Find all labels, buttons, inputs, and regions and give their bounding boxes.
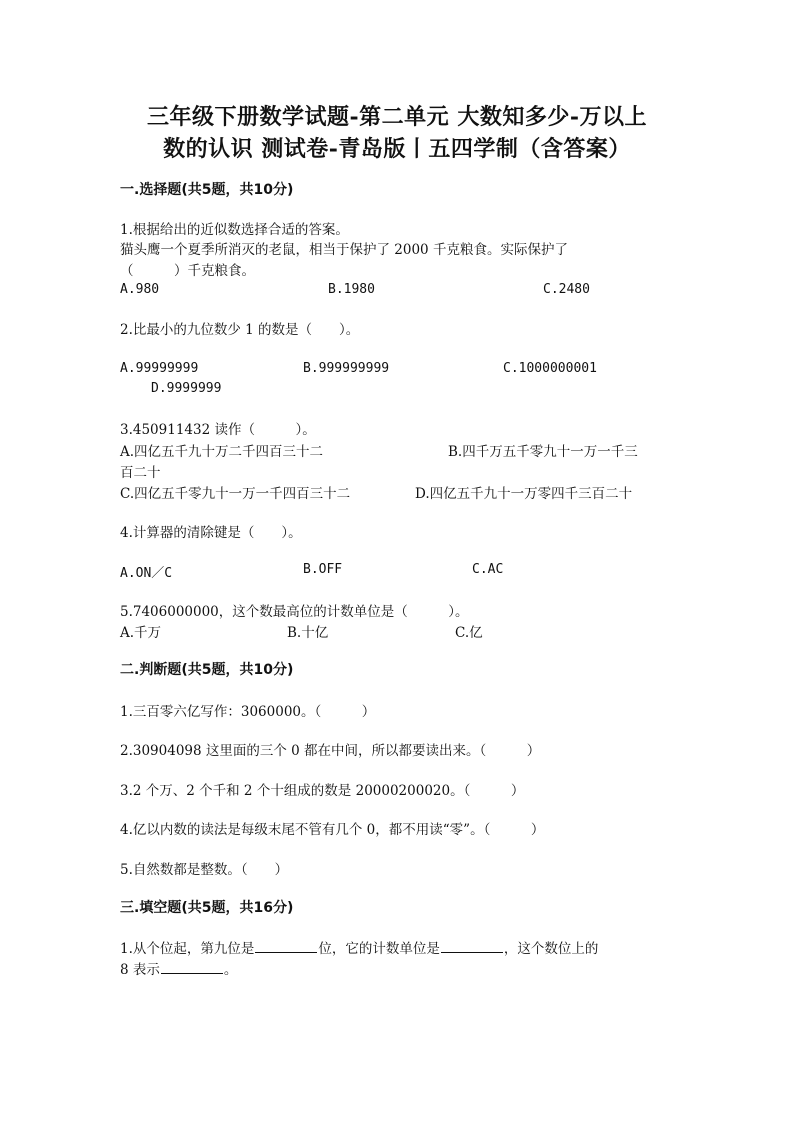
q3-option-c[interactable]: C.四亿五千零九十一万一千四百三十二	[120, 486, 351, 502]
judge-item-3: 3.2 个万、2 个千和 2 个十组成的数是 20000200020。（ ）	[120, 783, 525, 799]
q1-option-a[interactable]: A.980	[120, 282, 160, 297]
q4-stem: 4.计算器的清除键是（ ）。	[120, 525, 302, 541]
q1-option-b[interactable]: B.1980	[328, 282, 375, 297]
fill-blank-2[interactable]	[441, 938, 503, 953]
page-title-line2: 数的认识 测试卷-青岛版丨五四学制（含答案）	[163, 136, 631, 162]
fill-blank-1[interactable]	[255, 938, 317, 953]
q2-option-a[interactable]: A.99999999	[120, 361, 199, 376]
q5-option-a[interactable]: A.千万	[120, 625, 162, 641]
page-title-line1: 三年级下册数学试题-第二单元 大数知多少-万以上	[147, 104, 647, 130]
q2-option-b[interactable]: B.999999999	[303, 361, 390, 376]
q3-option-b[interactable]: B.四千万五千零九十一万一千三	[448, 444, 638, 460]
q3-option-a[interactable]: A.四亿五千九十万二千四百三十二	[120, 444, 324, 460]
judge-item-1: 1.三百零六亿写作：3060000。（ ）	[120, 704, 376, 720]
judge-item-2: 2.30904098 这里面的三个 0 都在中间，所以都要读出来。（ ）	[120, 743, 541, 759]
q1-line2: 猫头鹰一个夏季所消灭的老鼠，相当于保护了 2000 千克粮食。实际保护了	[120, 242, 568, 258]
q4-option-a[interactable]: A.ON／C	[120, 566, 173, 581]
q2-option-c[interactable]: C.1000000001	[503, 361, 597, 376]
fill-q1-text-1: 1.从个位起，第九位是	[120, 941, 255, 957]
fill-q1-text-4: 8 表示	[120, 962, 160, 978]
fill-blank-3[interactable]	[161, 959, 223, 974]
fill-q1-text-5: 。	[223, 962, 238, 978]
q2-stem: 2.比最小的九位数少 1 的数是（ ）。	[120, 322, 360, 338]
fill-q1-text-2: 位，它的计数单位是	[318, 941, 440, 957]
judge-item-4: 4.亿以内数的读法是每级末尾不管有几个 0，都不用读“零”。（ ）	[120, 822, 545, 838]
q4-option-b[interactable]: B.OFF	[303, 562, 343, 577]
q5-stem: 5.7406000000，这个数最高位的计数单位是（ ）。	[120, 604, 469, 620]
fill-q1-line2	[120, 958, 237, 978]
q2-option-d[interactable]: D.9999999	[151, 381, 222, 396]
q1-stem: 1.根据给出的近似数选择合适的答案。	[120, 222, 349, 238]
q3-stem: 3.450911432 读作（ ）。	[120, 422, 316, 438]
q5-option-b[interactable]: B.十亿	[287, 625, 329, 641]
fill-q1-text-3: ，这个数位上的	[503, 941, 599, 957]
q1-line3: （ ）千克粮食。	[120, 263, 255, 279]
judge-item-5: 5.自然数都是整数。（ ）	[120, 862, 289, 878]
q1-option-c[interactable]: C.2480	[543, 282, 590, 297]
q4-option-c[interactable]: C.AC	[472, 562, 504, 577]
section2-heading: 二.判断题(共5题，共10分)	[120, 662, 294, 678]
q3-option-b-continued: 百二十	[120, 465, 161, 481]
section1-heading: 一.选择题(共5题，共10分)	[120, 182, 294, 198]
section3-heading: 三.填空题(共5题，共16分)	[120, 900, 294, 916]
fill-q1-line1	[120, 937, 598, 957]
q3-option-d[interactable]: D.四亿五千九十一万零四千三百二十	[415, 486, 633, 502]
q5-option-c[interactable]: C.亿	[455, 625, 483, 641]
